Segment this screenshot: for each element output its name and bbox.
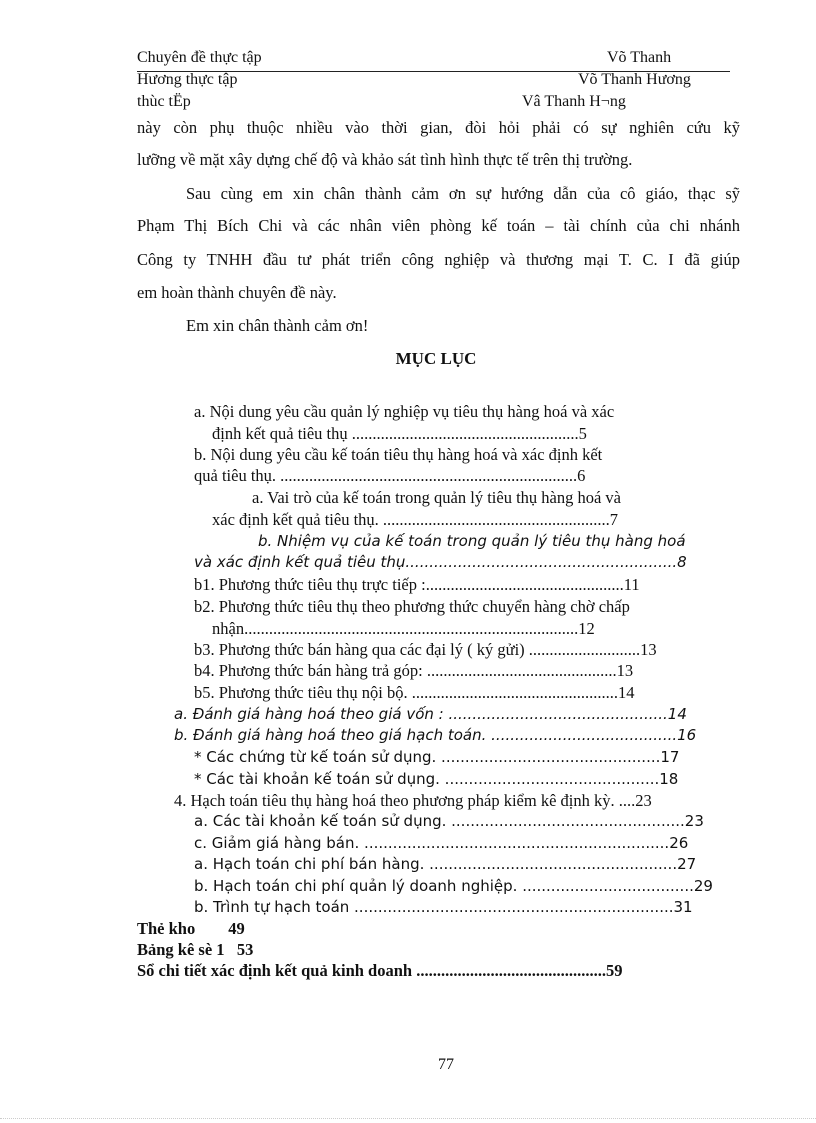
toc-entry: b. Đánh giá hàng hoá theo giá hạch toán. .......................................16 <box>174 726 697 744</box>
body-line: này còn phụ thuộc nhiều vào thời gian, đòi hỏi phải có sự nghiên cứu kỹ <box>137 118 740 137</box>
toc-entry: và xác định kết quả tiêu thụ.........................................................8 <box>194 553 687 571</box>
page-edge-divider <box>0 1118 816 1119</box>
toc-entry-bold: Sổ chi tiết xác định kết quả kinh doanh ..............................................59 <box>137 961 623 980</box>
toc-entry: b1. Phương thức tiêu thụ trực tiếp :................................................11 <box>194 575 640 594</box>
header-right-1: Võ Thanh <box>607 49 672 66</box>
toc-entry: a. Các tài khoản kế toán sử dụng. .................................................23 <box>194 812 704 830</box>
header-right-2: Võ Thanh Hương <box>578 71 691 88</box>
header-left-1: Chuyên đề thực tập <box>137 49 262 66</box>
toc-entry: 4. Hạch toán tiêu thụ hàng hoá theo phương pháp kiểm kê định kỳ. ....23 <box>174 791 652 810</box>
header-left-2: Hương thực tập <box>137 71 238 88</box>
body-line: lưỡng về mặt xây dựng chế độ và khảo sát tình hình thực tế trên thị trường. <box>137 150 633 169</box>
header-left-3: thùc tËp <box>137 93 191 110</box>
body-line: Sau cùng em xin chân thành cảm ơn sự hướng dẫn của cô giáo, thạc sỹ <box>186 184 740 203</box>
toc-entry-bold: Thẻ kho 49 <box>137 919 245 938</box>
toc-entry: b2. Phương thức tiêu thụ theo phương thức chuyển hàng chờ chấp <box>194 597 630 616</box>
toc-entry: a. Hạch toán chi phí bán hàng. ....................................................27 <box>194 855 697 873</box>
toc-entry: * Các chứng từ kế toán sử dụng. ..............................................17 <box>194 748 680 766</box>
body-line: Công ty TNHH đầu tư phát triển công nghiệp và thương mại T. C. I đã giúp <box>137 250 740 269</box>
toc-entry: b4. Phương thức bán hàng trả góp: ..............................................13 <box>194 661 634 680</box>
toc-entry-bold: Bảng kê sè 1 53 <box>137 940 254 959</box>
toc-entry: b5. Phương thức tiêu thụ nội bộ. ..................................................14 <box>194 683 635 702</box>
toc-entry: b3. Phương thức bán hàng qua các đại lý ( ký gửi) ...........................13 <box>194 640 657 659</box>
body-line: Phạm Thị Bích Chi và các nhân viên phòng kế toán – tài chính của chi nhánh <box>137 216 740 235</box>
toc-entry: b. Nội dung yêu cầu kế toán tiêu thụ hàng hoá và xác định kết <box>194 445 603 464</box>
toc-entry: a. Nội dung yêu cầu quản lý nghiệp vụ tiêu thụ hàng hoá và xác <box>194 402 615 421</box>
toc-entry: nhận.................................................................................12 <box>212 619 595 638</box>
toc-entry: * Các tài khoản kế toán sử dụng. .............................................18 <box>194 770 679 788</box>
body-line: em hoàn thành chuyên đề này. <box>137 283 337 302</box>
body-line: Em xin chân thành cảm ơn! <box>186 316 369 335</box>
toc-entry: a. Vai trò của kế toán trong quản lý tiêu thụ hàng hoá và <box>252 488 622 507</box>
toc-entry: b. Nhiệm vụ của kế toán trong quản lý tiêu thụ hàng hoá <box>258 532 686 550</box>
toc-entry: quả tiêu thụ. ........................................................................6 <box>194 466 586 485</box>
toc-entry: định kết quả tiêu thụ .......................................................5 <box>212 424 587 443</box>
toc-entry: b. Hạch toán chi phí quản lý doanh nghiệp. ....................................29 <box>194 877 713 895</box>
toc-entry: c. Giảm giá hàng bán. ................................................................26 <box>194 834 689 852</box>
toc-entry: a. Đánh giá hàng hoá theo giá vốn : ..............................................14 <box>174 705 687 723</box>
header-right-3: Vâ Thanh H¬ng <box>522 93 626 110</box>
toc-title: MỤC LỤC <box>395 349 477 368</box>
page-number: 77 <box>438 1056 454 1073</box>
toc-entry: b. Trình tự hạch toán ...................................................................31 <box>194 898 693 916</box>
toc-entry: xác định kết quả tiêu thụ. .......................................................7 <box>212 510 619 529</box>
